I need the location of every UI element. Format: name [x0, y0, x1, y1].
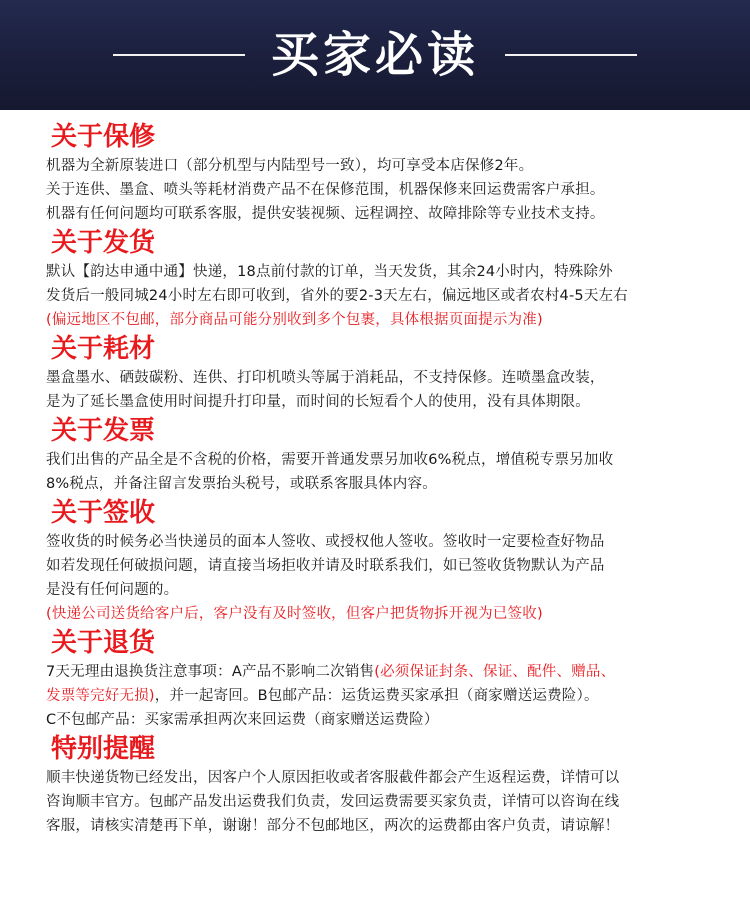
section-returns	[46, 628, 736, 732]
section-text: 8%税点，并备注留言发票抬头税号，或联系客服具体内容。	[46, 476, 437, 492]
section-text: 墨盒墨水、硒鼓碳粉、连供、打印机喷头等属于消耗品，不支持保修。连喷墨盒改装，	[46, 370, 605, 386]
section-title-returns: 关于退货	[51, 628, 156, 658]
section-title-consumables: 关于耗材	[51, 334, 156, 364]
section-consumables	[46, 334, 736, 414]
section-warranty	[46, 122, 736, 226]
section-text	[46, 684, 736, 708]
content	[0, 110, 736, 838]
section-text: 发货后一般同城24小时左右即可收到，省外的要2-3天左右，偏远地区或者农村4-5天左右	[46, 288, 628, 304]
returns-highlight: 发票等完好无损)	[46, 688, 155, 704]
section-text: C不包邮产品：买家需承担两次来回运费（商家赠送运费险）	[46, 712, 439, 728]
section-text: 客服，请核实清楚再下单，谢谢！部分不包邮地区，两次的运费都由客户负责，请谅解！	[46, 818, 620, 834]
section-title-warranty: 关于保修	[51, 122, 156, 152]
header-left-rule	[113, 54, 245, 56]
section-title-special: 特别提醒	[51, 734, 156, 764]
section-title-signing: 关于签收	[51, 498, 156, 528]
section-text: 默认【韵达申通中通】快递，18点前付款的订单，当天发货，其余24小时内，特殊除外	[46, 264, 613, 280]
section-text: 如若发现任何破损问题，请直接当场拒收并请及时联系我们，如已签收货物默认为产品	[46, 558, 605, 574]
section-text: 是为了延长墨盒使用时间提升打印量，而时间的长短看个人的使用，没有具体期限。	[46, 394, 590, 410]
section-signing	[46, 498, 736, 626]
section-special	[46, 734, 736, 838]
section-note: (快递公司送货给客户后，客户没有及时签收，但客户把货物拆开视为已签收)	[46, 606, 543, 622]
section-text: 机器为全新原装进口（部分机型与内陆型号一致），均可享受本店保修2年。	[46, 158, 534, 174]
returns-text-a: 7天无理由退换货注意事项：A产品不影响二次销售	[46, 664, 375, 680]
section-title-invoice: 关于发票	[51, 416, 156, 446]
section-text: 咨询顺丰官方。包邮产品发出运费我们负责，发回运费需要买家负责，详情可以咨询在线	[46, 794, 620, 810]
header-banner	[0, 0, 750, 110]
page-title: 买家必读	[270, 27, 479, 83]
section-text: 是没有任何问题的。	[46, 582, 179, 598]
section-text: 签收货的时候务必当快递员的面本人签收、或授权他人签收。签收时一定要检查好物品	[46, 534, 605, 550]
section-text: 顺丰快递货物已经发出，因客户个人原因拒收或者客服截件都会产生返程运费，详情可以	[46, 770, 620, 786]
section-text: 我们出售的产品全是不含税的价格，需要开普通发票另加收6%税点，增值税专票另加收	[46, 452, 614, 468]
section-text: 机器有任何问题均可联系客服，提供安装视频、远程调控、故障排除等专业技术支持。	[46, 206, 605, 222]
section-text: 关于连供、墨盒、喷头等耗材消费产品不在保修范围，机器保修来回运费需客户承担。	[46, 182, 605, 198]
section-shipping	[46, 228, 736, 332]
section-invoice	[46, 416, 736, 496]
returns-text-b: ，并一起寄回。B包邮产品：运货运费买家承担（商家赠送运费险）。	[154, 688, 599, 704]
section-note: (偏远地区不包邮，部分商品可能分别收到多个包裹，具体根据页面提示为准)	[46, 312, 543, 328]
header-right-rule	[505, 54, 637, 56]
section-title-shipping: 关于发货	[51, 228, 156, 258]
section-text	[46, 660, 736, 684]
returns-highlight: (必须保证封条、保证、配件、赠品、	[374, 664, 616, 680]
